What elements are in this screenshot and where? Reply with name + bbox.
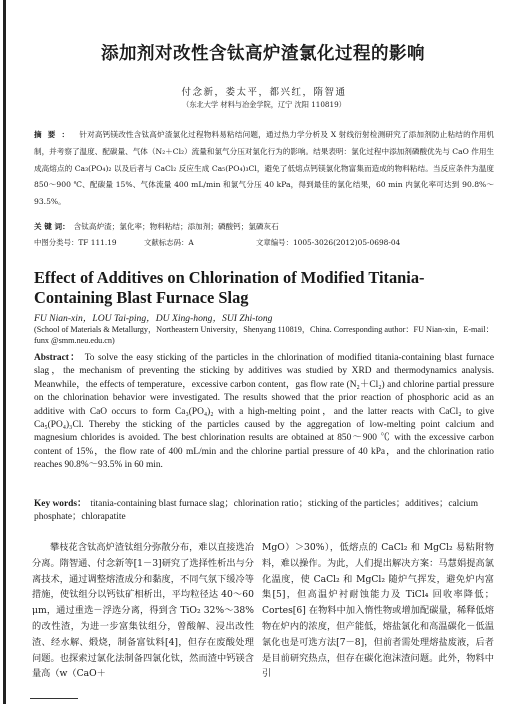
chinese-abstract <box>34 127 494 211</box>
chinese-keywords-label: 关 键 词： <box>34 222 70 231</box>
english-abstract <box>34 352 494 473</box>
english-abstract-label: Abstract： <box>34 353 81 363</box>
document-code: 文献标志码：A <box>144 238 194 247</box>
english-keywords-label: Key words： <box>34 499 87 509</box>
chinese-abstract-text: 针对高钙镁改性含钛高炉渣氯化过程物料易粘结问题，通过热力学分析及 X 射线衍射检测研究了添加剂防止粘结的作用机制，并考察了温度、配碳量、气体（N₂＋Cl₂）流量和氯气分压对氯化行为的影响。结果表明：氯化过程中添加剂磷酸优先与 CaO 作用生成高熔点的 Ca₃(PO₄)₂ 以及后者与 CaCl₂ 反应生成 Ca₅(PO₄)₃Cl，避免了低熔点钙镁氯化物富集而造成的物料粘结。当反应条件为温度 850～900 ℃、配碳量 15%、气体流量 400 mL/min 和氯气分压 40 kPa，得到最佳的氯化结果，60 min 内氯化率可达到 90.8%～93.5%。 <box>34 130 495 207</box>
footnote-rule <box>30 698 78 702</box>
english-keywords <box>34 498 494 525</box>
english-keywords-text: titania-containing blast furnace slag；chlorination ratio；sticking of the particles；additives；calcium phosphate；chlorapatite <box>34 499 478 523</box>
chinese-authors: 付念新，娄太平，都兴红，隋智通 <box>181 87 347 98</box>
body-column-left: 攀枝花含钛高炉渣钛组分弥散分布，难以直接选冶分离。隋智通、付念新等[1－3]研究了选择性析出与分离技术，通过调整熔渣成分和黏度，不同气氛下缓冷等措施，使钛组分以钙钛矿相析出，平均粒径达 40～60 μm，通过重选－浮选分离，得到含 TiO₂ 32%～38%的改性渣，为进一步富集钛组分，曾酸解、浸出改性渣、经水解、煅烧，制备富钛料[4]，但存在废酸处理问题。也探索过氯化法制备四氯化钛，然而渣中钙镁含量高（w（CaO＋ <box>32 542 254 680</box>
english-authors: FU Nian-xin，LOU Tai-ping，DU Xing-hong，SUI Zhi-tong <box>34 313 273 324</box>
article-number: 文章编号：1005-3026(2012)05-0698-04 <box>256 238 401 247</box>
chinese-title: 添加剂对改性含钛高炉渣氯化过程的影响 <box>101 44 425 64</box>
page-edge-rule <box>3 0 6 704</box>
classification-line <box>34 236 494 250</box>
english-affiliation: (School of Materials & Metallurgy，Northeastern University，Shenyang 110819，China. Corresponding author：FU Nian-xin，E-mail：funx @smm.neu.edu.cn) <box>34 325 494 345</box>
chinese-keywords-text: 含钛高炉渣；氯化率；物料粘结；添加剂；磷酸钙；氯磷灰石 <box>73 222 279 231</box>
chinese-affiliation: （东北大学 材料与冶金学院，辽宁 沈阳 110819） <box>182 100 346 109</box>
english-abstract-text: To solve the easy sticking of the particles in the chlorination of modified titania-containing blast furnace slag，the mechanism of preventing the sticking by additives was studied by XRD and thermodynamics analysis. Meanwhile，the effects of temperature，excessive carbon content，gas flow rate (N₂＋Cl₂) and chlorine partial pressure on the chlorination behavior were investigated. The results showed that the prior reaction of phosphoric acid as an additive with CaO occurs to form Ca₃(PO₄)₂ with a high-melting point，and the latter reacts with CaCl₂ to give Ca₅(PO₄)₃Cl. Thereby the sticking of the particles caused by the aggregation of low-melting point calcium and magnesium chlorides is avoided. The best chlorination results are obtained at 850～900 ℃ with the excessive carbon content of 15%，the flow rate of 400 mL/min and the chlorine partial pressure of 40 kPa，and the chlorination ratio reaches 90.8%～93.5% in 60 min. <box>34 353 494 471</box>
class-number: 中图分类号：TF 111.19 <box>34 238 117 247</box>
chinese-keywords <box>34 220 494 234</box>
chinese-abstract-label: 摘要： <box>34 130 76 139</box>
english-title: Effect of Additives on Chlorination of Modified Titania-Containing Blast Furnace Slag <box>34 268 425 307</box>
body-column-right: MgO）＞30%），低熔点的 CaCl₂ 和 MgCl₂ 易粘附物料，难以操作。为此，人们提出解决方案：马慧娟提高氯化温度，使 CaCl₂ 和 MgCl₂ 随炉气挥发，避免炉内富集[5]，但高温炉衬耐蚀能力及 TiCl₄ 回收率降低；Cortes[6] 在物料中加入惰性物或增加配碳量，稀释低熔物在炉内的浓度，但产能低，熔盐氯化和高温碳化－低温氯化也是可选方法[7－8]，但前者需处理熔盐废液，后者是目前研究热点，但存在碳化泡沫渣问题。此外，物料中引 <box>262 542 494 680</box>
